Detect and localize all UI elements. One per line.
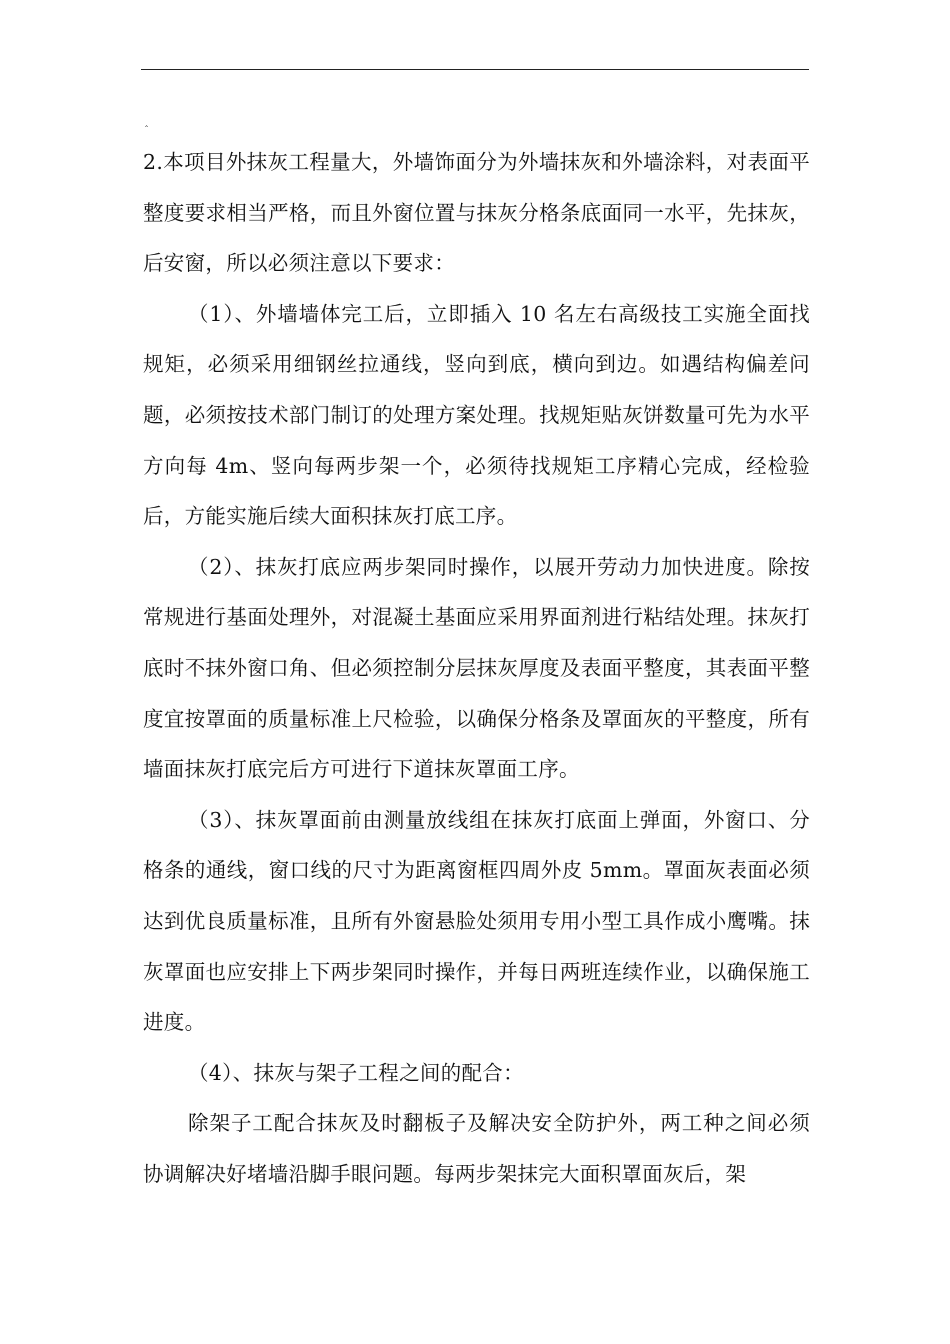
paragraph-item-4-body: 除架子工配合抹灰及时翻板子及解决安全防护外，两工种之间必须协调解决好堵墙沿脚手眼问题。每两步架抹完大面积罩面灰后，架 [143,1111,810,1186]
document-body [143,137,810,1199]
paragraph-item-1: （1）、外墙墙体完工后，立即插入 10 名左右高级技工实施全面找规矩，必须采用细钢丝拉通线，竖向到底，横向到边。如遇结构偏差问题，必须按技术部门制订的处理方案处理。找规矩贴灰饼数量可先为水平方向每 4m、竖向每两步架一个，必须待找规矩工序精心完成，经检验后，方能实施后续大面积抹灰打底工序。 [143,301,810,529]
paragraph-item-3: （3）、抹灰罩面前由测量放线组在抹灰打底面上弹面，外窗口、分格条的通线，窗口线的尺寸为距离窗框四周外皮 5mm。罩面灰表面必须达到优良质量标准，且所有外窗悬脸处须用专用小型工具作成小鹰嘴。抹灰罩面也应安排上下两步架同时操作，并每日两班连续作业，以确保施工进度。 [143,807,810,1035]
header-rule [141,69,809,70]
paragraph-item-4-heading: （4）、抹灰与架子工程之间的配合： [188,1060,524,1085]
paragraph-item-2: （2）、抹灰打底应两步架同时操作，以展开劳动力加快进度。除按常规进行基面处理外，对混凝土基面应采用界面剂进行粘结处理。抹灰打底时不抹外窗口角、但必须控制分层抹灰厚度及表面平整度，其表面平整度宜按罩面的质量标准上尺检验，以确保分格条及罩面灰的平整度，所有墙面抹灰打底完后方可进行下道抹灰罩面工序。 [143,554,810,782]
paragraph-intro: 2.本项目外抹灰工程量大，外墙饰面分为外墙抹灰和外墙涂料，对表面平整度要求相当严格，而且外窗位置与抹灰分格条底面同一水平，先抹灰，后安窗，所以必须注意以下要求： [143,150,810,276]
corner-mark: ‸ [145,118,149,128]
